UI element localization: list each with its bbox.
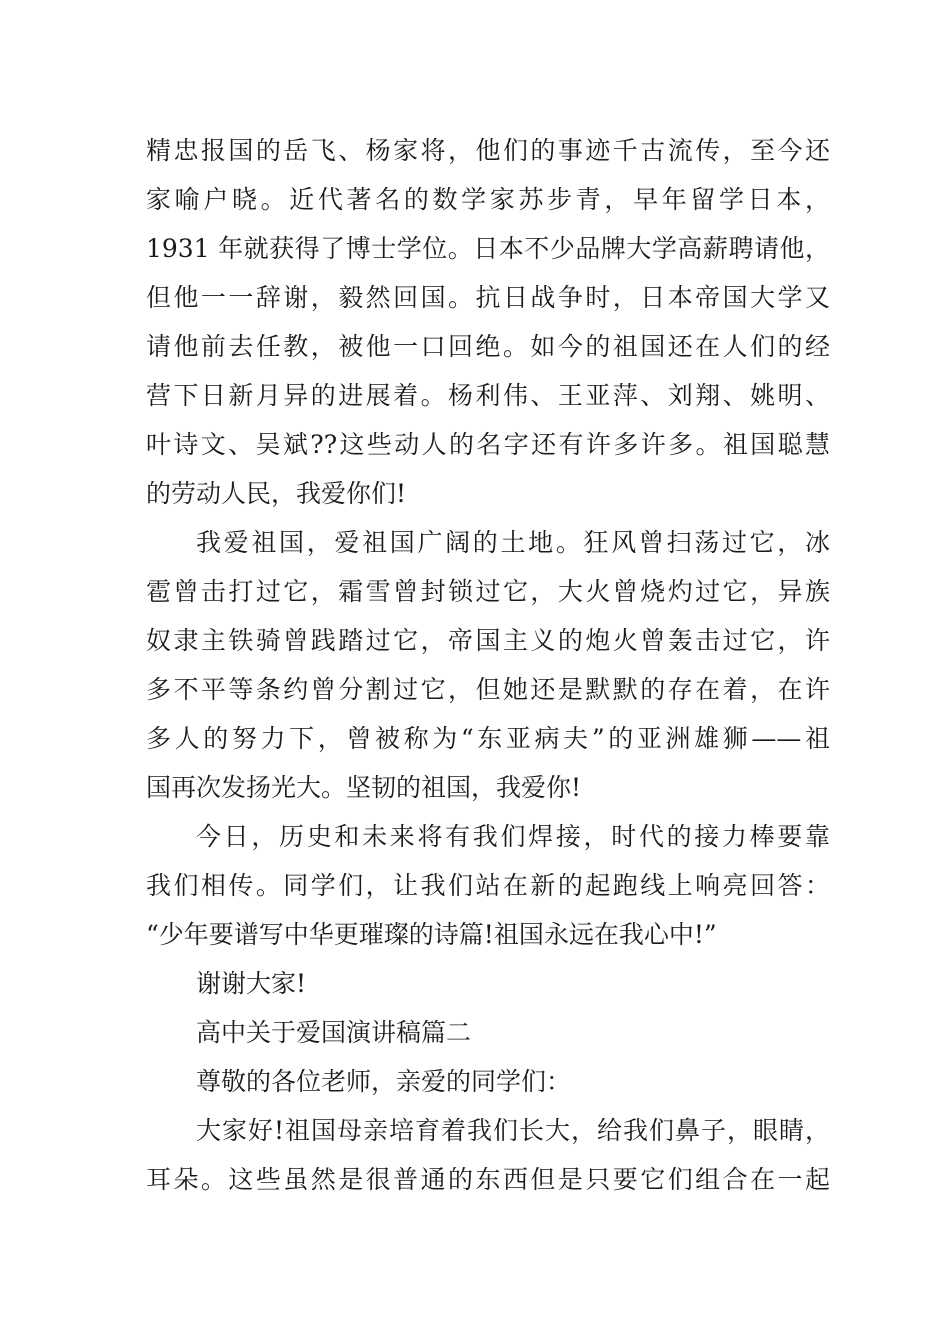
text-line: 耳朵。这些虽然是很普通的东西但是只要它们组合在一起 xyxy=(146,1165,830,1194)
text-line: 1931 年就获得了博士学位。日本不少品牌大学高薪聘请他， xyxy=(146,234,830,263)
text-line: 我爱祖国，爱祖国广阔的土地。狂风曾扫荡过它，冰 xyxy=(196,528,830,557)
text-line: 精忠报国的岳飞、杨家将，他们的事迹千古流传，至今还 xyxy=(146,136,830,165)
text-line: 营下日新月异的进展着。杨利伟、王亚萍、刘翔、姚明、 xyxy=(146,381,830,410)
text-line: 但他一一辞谢，毅然回国。抗日战争时，日本帝国大学又 xyxy=(146,283,830,312)
paragraph xyxy=(146,1106,830,1204)
text-line: 国再次发扬光大。坚韧的祖国，我爱你! xyxy=(146,773,582,802)
paragraph xyxy=(146,959,830,1008)
text-line: 叶诗文、吴斌??这些动人的名字还有许多许多。祖国聪慧 xyxy=(146,430,830,459)
paragraph xyxy=(146,518,830,812)
section-heading xyxy=(146,1008,830,1057)
text-line: 多人的努力下，曾被称为“东亚病夫”的亚洲雄狮——祖 xyxy=(146,724,830,753)
text-line: 家喻户晓。近代著名的数学家苏步青，早年留学日本， xyxy=(146,185,830,214)
paragraph xyxy=(146,126,830,518)
text-line: 大家好!祖国母亲培育着我们长大，给我们鼻子，眼睛， xyxy=(196,1116,830,1145)
document-body xyxy=(146,126,830,1204)
text-line: 多不平等条约曾分割过它，但她还是默默的存在着，在许 xyxy=(146,675,830,704)
text-line: 尊敬的各位老师，亲爱的同学们： xyxy=(196,1067,572,1096)
text-line: 雹曾击打过它，霜雪曾封锁过它，大火曾烧灼过它，异族 xyxy=(146,577,830,606)
text-line: 奴隶主铁骑曾践踏过它，帝国主义的炮火曾轰击过它，许 xyxy=(146,626,830,655)
paragraph xyxy=(146,1057,830,1106)
text-line: 请他前去任教，被他一口回绝。如今的祖国还在人们的经 xyxy=(146,332,830,361)
text-line: 的劳动人民，我爱你们! xyxy=(146,479,407,508)
text-line: 高中关于爱国演讲稿篇二 xyxy=(196,1018,472,1047)
text-line: 今日，历史和未来将有我们焊接，时代的接力棒要靠 xyxy=(196,822,830,851)
text-line: 谢谢大家! xyxy=(196,969,307,998)
text-line: 我们相传。同学们，让我们站在新的起跑线上响亮回答： xyxy=(146,871,830,900)
text-line: “少年要谱写中华更璀璨的诗篇!祖国永远在我心中!” xyxy=(146,920,717,949)
paragraph xyxy=(146,812,830,959)
